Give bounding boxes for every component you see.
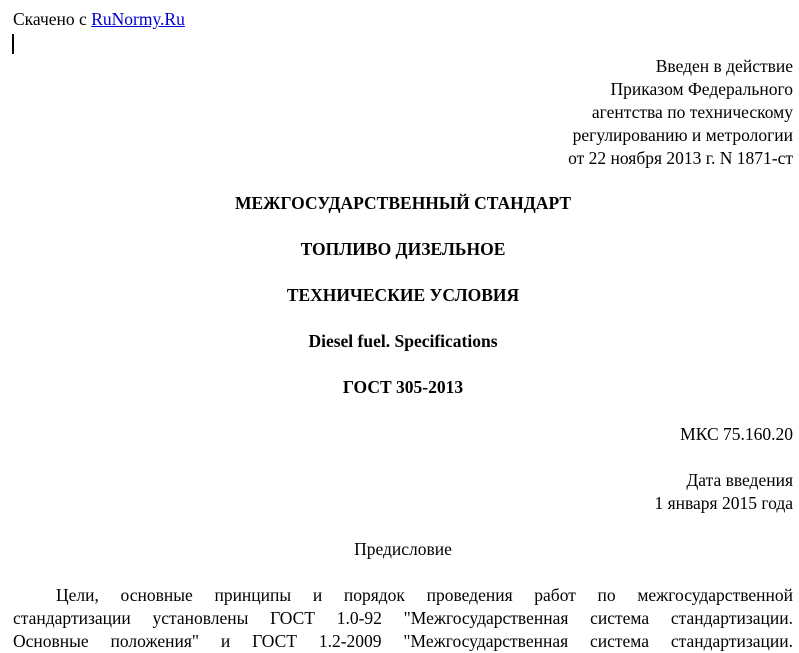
- approval-line: от 22 ноября 2013 г. N 1871-ст: [568, 148, 793, 168]
- standard-type-heading: МЕЖГОСУДАРСТВЕННЫЙ СТАНДАРТ: [234, 193, 572, 213]
- runormy-link[interactable]: RuNormy.Ru: [91, 9, 185, 29]
- mks-code: МКС 75.160.20: [680, 424, 793, 444]
- approval-line: Введен в действие: [655, 56, 793, 76]
- foreword-paragraph: [13, 584, 793, 653]
- approval-line: регулированию и метрологии: [572, 125, 793, 145]
- approval-line: Приказом Федерального: [610, 79, 793, 99]
- intro-date-value: 1 января 2015 года: [654, 493, 793, 513]
- intro-date-block: [654, 469, 793, 515]
- paragraph-line: Основные положения" и ГОСТ 1.2-2009 "Межгосударственная система стандартизации.: [13, 631, 793, 651]
- document-subtitle: ТЕХНИЧЕСКИЕ УСЛОВИЯ: [286, 285, 520, 305]
- english-title: Diesel fuel. Specifications: [308, 331, 498, 351]
- source-line: [13, 8, 185, 31]
- source-prefix: Скачено с: [13, 9, 92, 29]
- paragraph-line: стандартизации установлены ГОСТ 1.0-92 "Межгосударственная система стандартизации.: [13, 608, 793, 628]
- document-title: ТОПЛИВО ДИЗЕЛЬНОЕ: [300, 239, 506, 259]
- text-cursor: [12, 34, 14, 54]
- standard-code: ГОСТ 305-2013: [342, 377, 464, 397]
- intro-date-label: Дата введения: [686, 470, 793, 490]
- approval-line: агентства по техническому: [591, 102, 793, 122]
- foreword-title: Предисловие: [354, 539, 452, 559]
- approval-block: [568, 55, 793, 170]
- paragraph-line: Цели, основные принципы и порядок проведения работ по межгосударственной: [56, 585, 793, 605]
